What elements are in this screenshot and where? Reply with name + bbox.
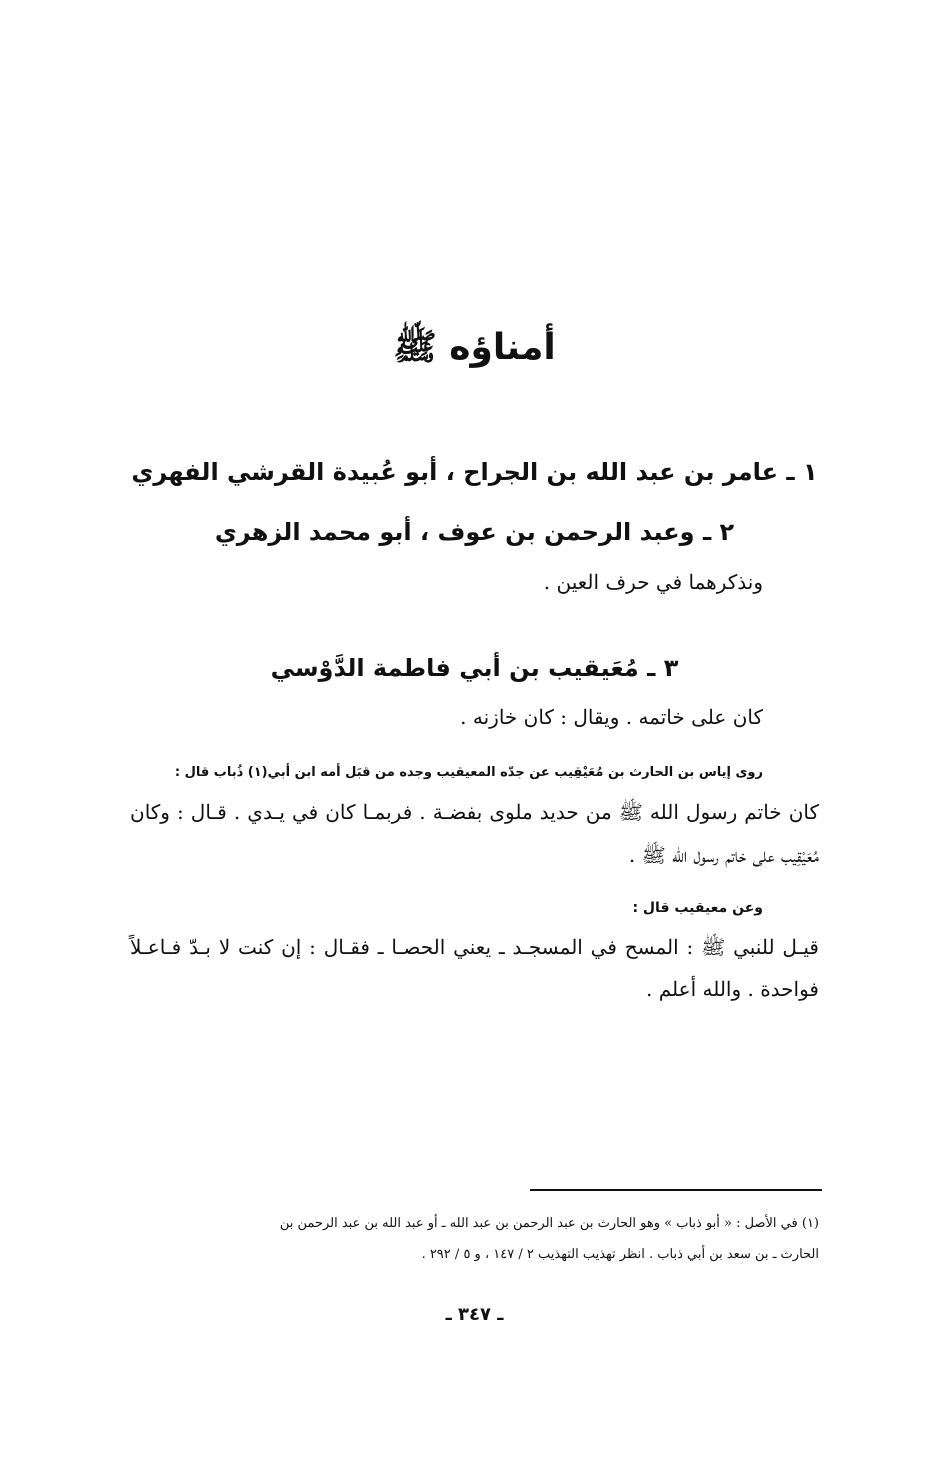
footnote-divider (530, 1189, 822, 1191)
entry-heading-1: ١ ـ عامر بن عبد الله بن الجراح ، أبو عُبيدة القرشي الفهري (131, 458, 818, 486)
narration-2-line-1: قيـل للنبي ﷺ : المسح في المسجـد ـ يعني الحصـا ـ فقـال : إن كنت لا بـدّ فـاعـلاً (130, 935, 819, 959)
narration-1-intro (130, 760, 763, 786)
narration-1-intro-text: روى إياس بن الحارث بن مُعَيْقِيب عن جدّه المعيقيب وجده من قبَل أمه ابن أبي(١) ذُباب قال : (174, 765, 763, 780)
narration-2-line-2: فواحدة . والله أعلم . (645, 977, 819, 1001)
narration-1-line-2: مُعَيْقِيب على خاتم رسول الله ﷺ . (628, 843, 819, 867)
page-number: ـ ٣٤٧ ـ (445, 1304, 504, 1325)
page-title: أمناؤه ﷺ (393, 327, 556, 368)
entry-note-1: ونذكرهما في حرف العين . (543, 570, 763, 594)
entry-heading-2: ٢ ـ وعبد الرحمن بن عوف ، أبو محمد الزهري (214, 518, 735, 546)
narration-1-line-1: كان خاتم رسول الله ﷺ من حديد ملوى بفضـة . فربمـا كان في يـدي . قـال : وكان (130, 800, 819, 824)
footnote-line-2: الحارث ـ بن سعد بن أبي ذباب . انظر تهذيب التهذيب ٢ / ١٤٧ ، و ٥ / ٢٩٢ . (421, 1247, 819, 1262)
narration-2-intro: وعن معيقيب قال : (632, 900, 763, 916)
footnote-line-1: (١) في الأصل : « أبو ذباب » وهو الحارث بن عبد الرحمن بن عبد الله ـ أو عبد الله بن عبد الرحمن بن (279, 1216, 819, 1231)
entry-note-2: كان على خاتمه . ويقال : كان خازنه . (460, 705, 763, 729)
entry-heading-3: ٣ ـ مُعَيقيب بن أبي فاطمة الدَّوْسي (270, 654, 679, 682)
